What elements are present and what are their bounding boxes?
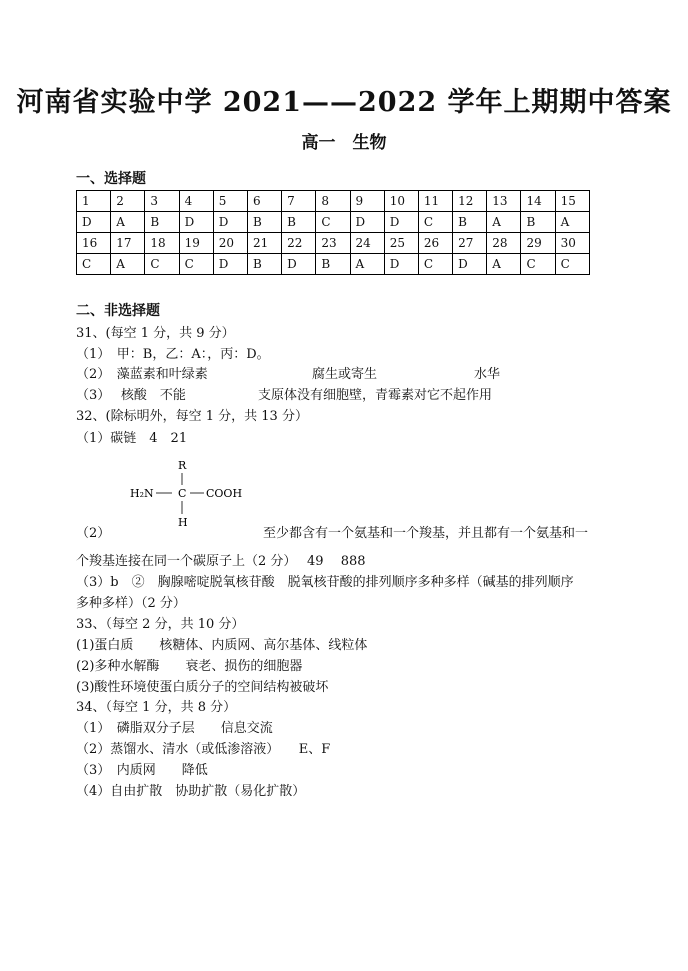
q31-line1: （1） 甲：B，乙：A：，丙：D。	[76, 347, 270, 362]
page-title: 河南省实验中学 2021——2022 学年上期期中答案	[16, 87, 672, 118]
answer-table-cell: 18	[145, 233, 179, 254]
answer-table-cell: B	[316, 254, 350, 275]
q31-line2-a: （2） 藻蓝素和叶绿素	[76, 367, 208, 382]
answer-table-row	[77, 233, 590, 254]
section-heading-nonchoice: 二、非选择题	[76, 303, 160, 319]
q31-line2-b: 腐生或寄生	[312, 367, 378, 382]
answer-table-cell: 25	[384, 233, 418, 254]
answer-table-cell: C	[179, 254, 213, 275]
answer-table-cell: 29	[521, 233, 555, 254]
answer-table-cell: A	[350, 254, 384, 275]
q31-header: 31、(每空 1 分，共 9 分）	[76, 326, 235, 341]
q34-line2: （2）蒸馏水、清水（或低渗溶液） E、F	[76, 742, 331, 757]
answer-table-cell: C	[316, 212, 350, 233]
answer-table-cell: 24	[350, 233, 384, 254]
q32-line2-b: 至少都含有一个氨基和一个羧基，并且都有一个氨基和一	[263, 526, 589, 541]
page-subtitle: 高一 生物	[301, 133, 387, 153]
formula-cooh: COOH	[206, 487, 243, 500]
q31-line3-a: （3） 核酸 不能	[76, 388, 186, 403]
answer-table-cell: D	[213, 212, 247, 233]
q32-line3-a: （3）b ② 胸腺嘧啶脱氧核苷酸 脱氧核苷酸的排列顺序多种多样（碱基的排列顺序	[76, 575, 574, 590]
answer-table-cell: D	[384, 254, 418, 275]
answer-table-row	[77, 254, 590, 275]
formula-r: R	[178, 459, 187, 472]
answer-table-cell: 21	[247, 233, 281, 254]
answer-table-cell: A	[111, 212, 145, 233]
q32-line3-b: 多种多样）（2 分）	[76, 596, 186, 611]
answer-table-cell: B	[453, 212, 487, 233]
answer-table-cell: 4	[179, 191, 213, 212]
answer-table-cell: 19	[179, 233, 213, 254]
answer-table-cell: 10	[384, 191, 418, 212]
answer-table-cell: 8	[316, 191, 350, 212]
answer-table-cell: D	[453, 254, 487, 275]
answer-table-cell: C	[145, 254, 179, 275]
answer-table-cell: 22	[282, 233, 316, 254]
answer-table-cell: 3	[145, 191, 179, 212]
answer-table-cell: 7	[282, 191, 316, 212]
answer-table-cell: D	[282, 254, 316, 275]
q34-line1: （1） 磷脂双分子层 信息交流	[76, 721, 273, 736]
answer-table-cell: A	[555, 212, 589, 233]
answer-table-cell: C	[555, 254, 589, 275]
q32-line1: （1）碳链 4 21	[76, 431, 188, 446]
answer-table-cell: 15	[555, 191, 589, 212]
answer-table-cell: 1	[77, 191, 111, 212]
q34-header: 34、（每空 1 分，共 8 分）	[76, 700, 237, 715]
answer-table-cell: 6	[247, 191, 281, 212]
q34-line4: （4）自由扩散 协助扩散（易化扩散）	[76, 784, 306, 799]
answer-table	[76, 190, 590, 275]
q33-line2: (2)多种水解酶 衰老、损伤的细胞器	[76, 659, 303, 674]
answer-table-cell: C	[418, 254, 452, 275]
section-heading-choice: 一、选择题	[76, 171, 146, 187]
answer-table-cell: D	[384, 212, 418, 233]
answer-table-cell: 13	[487, 191, 521, 212]
answer-table-cell: A	[111, 254, 145, 275]
q32-header: 32、(除标明外，每空 1 分，共 13 分）	[76, 409, 308, 424]
formula-c: C	[178, 487, 187, 500]
answer-table-cell: D	[350, 212, 384, 233]
answer-table-cell: B	[247, 212, 281, 233]
answer-table-row	[77, 191, 590, 212]
answer-table-cell: 27	[453, 233, 487, 254]
q33-header: 33、（每空 2 分，共 10 分）	[76, 617, 245, 632]
q34-line3: （3） 内质网 降低	[76, 763, 208, 778]
answer-table-cell: B	[521, 212, 555, 233]
answer-table-cell: 30	[555, 233, 589, 254]
answer-table-cell: 28	[487, 233, 521, 254]
answer-table-cell: 16	[77, 233, 111, 254]
answer-table-cell: B	[282, 212, 316, 233]
answer-table-cell: B	[247, 254, 281, 275]
answer-table-cell: C	[77, 254, 111, 275]
answer-table-cell: 11	[418, 191, 452, 212]
answer-table-cell: 5	[213, 191, 247, 212]
answer-table-cell: A	[487, 212, 521, 233]
formula-h2n: H₂N	[130, 487, 154, 500]
answer-table-cell: 2	[111, 191, 145, 212]
answer-table-cell: 26	[418, 233, 452, 254]
q32-line2-a: （2）	[76, 526, 111, 541]
answer-table-cell: D	[179, 212, 213, 233]
answer-table-cell: D	[77, 212, 111, 233]
answer-table-cell: 9	[350, 191, 384, 212]
answer-table-cell: 12	[453, 191, 487, 212]
answer-table-cell: 23	[316, 233, 350, 254]
answer-table-cell: C	[521, 254, 555, 275]
answer-table-cell: 20	[213, 233, 247, 254]
answer-table-cell: D	[213, 254, 247, 275]
answer-table-cell: B	[145, 212, 179, 233]
q33-line1: (1)蛋白质 核糖体、内质网、高尔基体、线粒体	[76, 638, 368, 653]
amino-acid-structure	[130, 458, 250, 530]
answer-table-row	[77, 212, 590, 233]
formula-h: H	[178, 516, 188, 529]
answer-table-cell: C	[418, 212, 452, 233]
answer-table-cell: A	[487, 254, 521, 275]
answer-table-cell: 17	[111, 233, 145, 254]
q32-line2-c: 个羧基连接在同一个碳原子上（2 分） 49 888	[76, 554, 366, 569]
q31-line3-b: 支原体没有细胞壁，青霉素对它不起作用	[258, 388, 493, 403]
q31-line2-c: 水华	[474, 367, 501, 382]
answer-table-cell: 14	[521, 191, 555, 212]
q33-line3: (3)酸性环境使蛋白质分子的空间结构被破坏	[76, 680, 329, 695]
